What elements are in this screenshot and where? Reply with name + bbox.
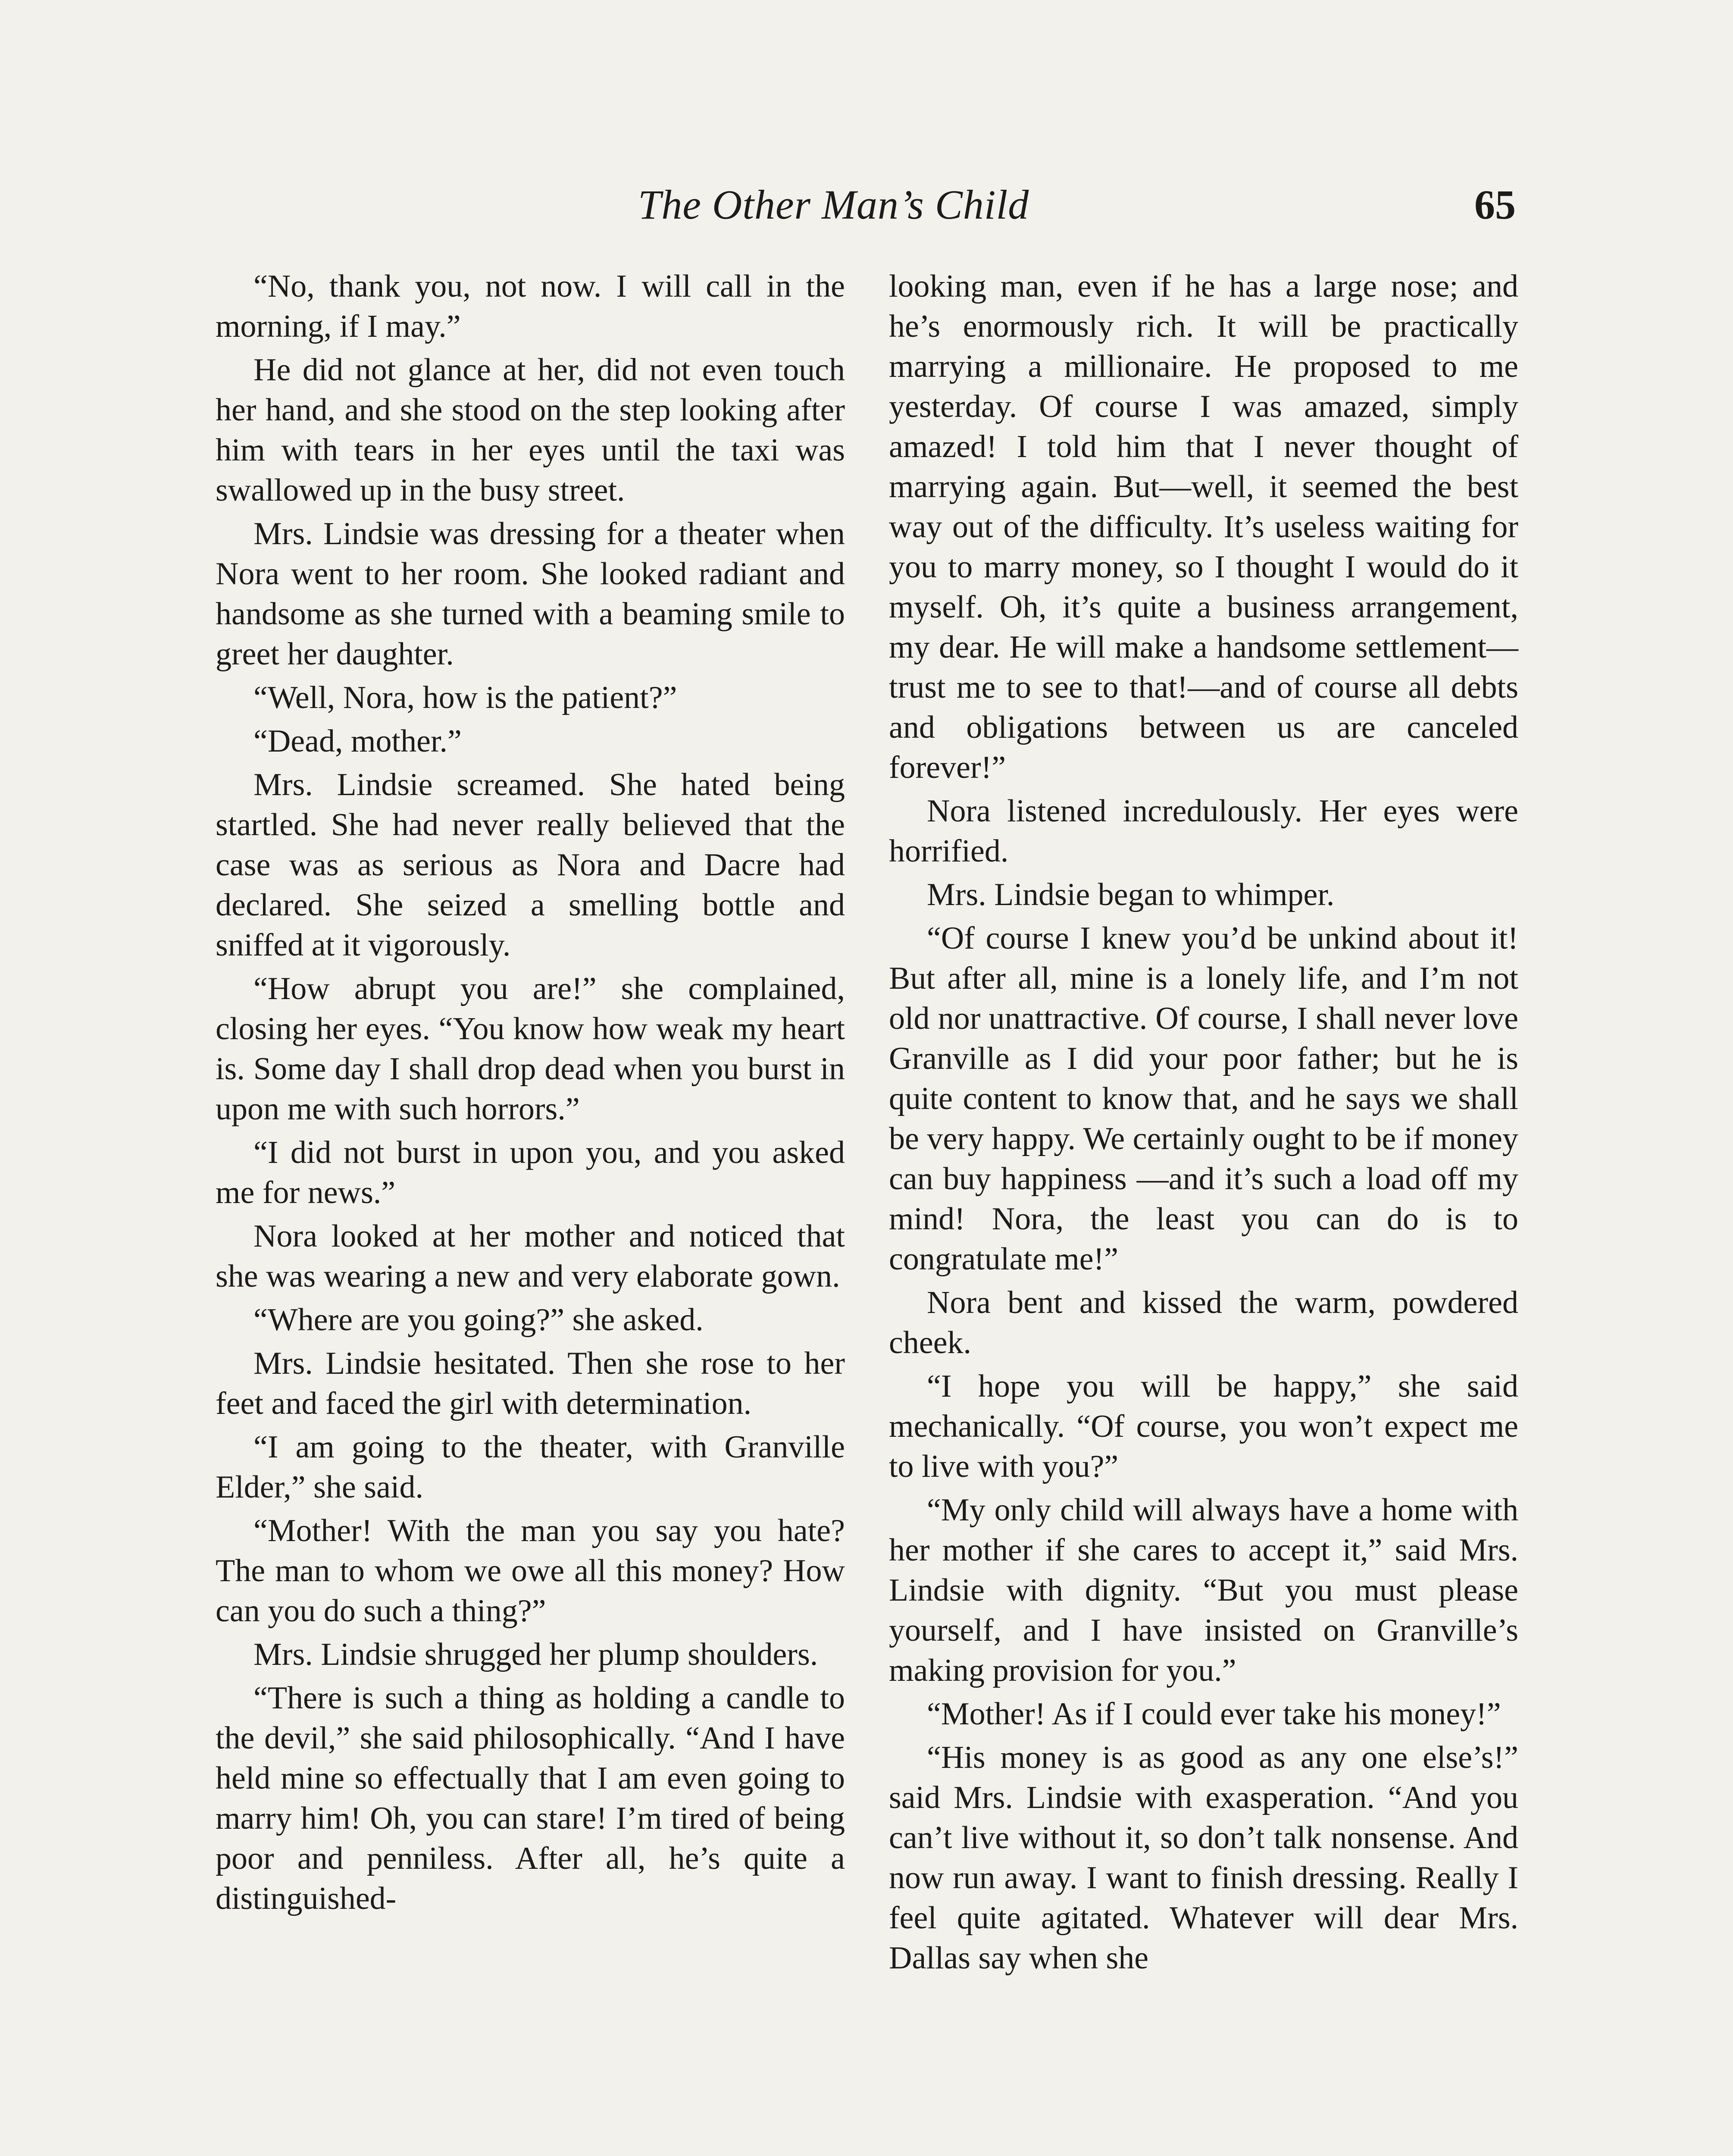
- right-column: [889, 266, 1518, 1982]
- paragraph: “There is such a thing as holding a candle to the devil,” she said philosophically. “And I have held mine so effectually that I am even going to marry him! Oh, you can stare! I’m tired of being poor and penniless. After all, he’s quite a distinguished-: [216, 1680, 845, 1916]
- running-title: The Other Man’s Child: [638, 182, 1029, 228]
- paragraph: “Mother! With the man you say you hate? The man to whom we owe all this money? How can you do such a thing?”: [216, 1513, 845, 1629]
- paragraph: He did not glance at her, did not even touch her hand, and she stood on the step looking after him with tears in her eyes until the taxi was swallowed up in the busy street.: [216, 352, 845, 508]
- paragraph: “Of course I knew you’d be unkind about it! But after all, mine is a lonely life, and I’m not old nor unattractive. Of course, I shall never love Granville as I did your poor father; but he is quite content to know that, and he says we shall be very happy. We certainly ought to be if money can buy happiness —and it’s such a load off my mind! Nora, the least you can do is to congratulate me!”: [889, 921, 1518, 1277]
- paragraph: Mrs. Lindsie screamed. She hated being startled. She had never really believed that the case was as serious as Nora and Dacre had declared. She seized a smelling bottle and sniffed at it vigorously.: [216, 767, 845, 963]
- paragraph: “Well, Nora, how is the patient?”: [253, 680, 677, 715]
- paragraph: Mrs. Lindsie hesitated. Then she rose to her feet and faced the girl with determination.: [216, 1346, 845, 1421]
- page-number: 65: [1474, 182, 1516, 228]
- paragraph-continued: looking man, even if he has a large nose; and he’s enormously rich. It will be practically marrying a millionaire. He proposed to me yesterday. Of course I was amazed, simply amazed! I told him that I never thought of marrying again. But—well, it seemed the best way out of the difficulty. It’s useless waiting for you to marry money, so I thought I would do it myself. Oh, it’s quite a business arrangement, my dear. He will make a handsome settlement—trust me to see to that!—and of course all debts and obligations between us are canceled forever!”: [889, 269, 1518, 785]
- paragraph: “I am going to the theater, with Granville Elder,” she said.: [216, 1429, 845, 1505]
- paragraph: Mrs. Lindsie was dressing for a theater when Nora went to her room. She looked radiant and handsome as she turned with a beaming smile to greet her daughter.: [216, 516, 845, 672]
- paragraph: “His money is as good as any one else’s!” said Mrs. Lindsie with exasperation. “And you can’t live without it, so don’t talk nonsense. And now run away. I want to finish dressing. Really I feel quite agitated. Whatever will dear Mrs. Dallas say when she: [889, 1740, 1518, 1976]
- page-header: [0, 179, 1733, 231]
- paragraph: “Dead, mother.”: [253, 724, 462, 759]
- paragraph: Nora looked at her mother and noticed that she was wearing a new and very elaborate gown.: [216, 1219, 845, 1294]
- paragraph: “My only child will always have a home with her mother if she cares to accept it,” said Mrs. Lindsie with dignity. “But you must please yourself, and I have insisted on Granville’s making provision for you.”: [889, 1492, 1518, 1688]
- paragraph: “Mother! As if I could ever take his money!”: [927, 1696, 1501, 1732]
- paragraph: “I did not burst in upon you, and you asked me for news.”: [216, 1135, 845, 1210]
- paragraph: Mrs. Lindsie shrugged her plump shoulders.: [253, 1637, 818, 1672]
- paragraph: Mrs. Lindsie began to whimper.: [927, 877, 1335, 912]
- paragraph: Nora bent and kissed the warm, powdered cheek.: [889, 1285, 1518, 1360]
- paragraph: “No, thank you, not now. I will call in the morning, if I may.”: [216, 269, 845, 344]
- paragraph: “Where are you going?” she asked.: [253, 1302, 704, 1338]
- paragraph: “How abrupt you are!” she complained, closing her eyes. “You know how weak my heart is. Some day I shall drop dead when you burst in upon me with such horrors.”: [216, 971, 845, 1127]
- paragraph: “I hope you will be happy,” she said mechanically. “Of course, you won’t expect me to live with you?”: [889, 1369, 1518, 1484]
- paragraph: Nora listened incredulously. Her eyes were horrified.: [889, 793, 1518, 869]
- left-column: [216, 266, 845, 1922]
